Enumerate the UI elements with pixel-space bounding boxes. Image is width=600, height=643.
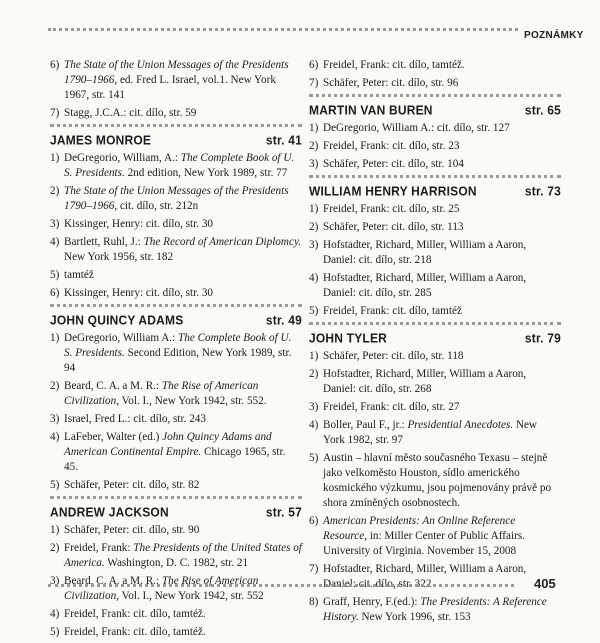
section-page-ref: str. 57 [265, 504, 302, 520]
footnote-detail: Austin – hlavní město současného Texasu – stejně jako velkoměsto Houston, sídlo amerického kosmického výzkumu, jsou pojmenovány právě po shora zmíněných osobnostech. [323, 452, 552, 509]
footnote-title: The Presidents of the United States of America. [64, 542, 302, 569]
footnote-title: John Quincy Adams and American Continental Empire. [64, 431, 272, 458]
president-section [50, 124, 302, 301]
president-section [309, 175, 561, 319]
footnote-number: 1) [309, 122, 319, 134]
footnote-number: 5) [50, 269, 60, 281]
footnote-number: 4) [50, 236, 60, 248]
footnote-detail: Freidel, Frank: cit. dílo, str. 25 [323, 203, 460, 215]
footnote [50, 217, 302, 232]
footnote-title: The Rise of American Civilization, [64, 575, 259, 602]
president-section [50, 304, 302, 493]
footnote-number: 2) [309, 140, 319, 152]
left-column [50, 58, 302, 643]
footnote-author: Freidel, Frank: [64, 542, 134, 554]
footnote-number: 4) [309, 272, 319, 284]
section-title: JOHN QUINCY ADAMS [50, 312, 184, 328]
footnote-text [64, 286, 302, 301]
footnote-text [323, 304, 561, 319]
footnote-text [64, 541, 302, 571]
section-title: MARTIN VAN BUREN [309, 102, 433, 118]
footnote-number: 7) [309, 563, 319, 575]
section-dotted-separator [50, 304, 302, 307]
president-section [309, 94, 561, 172]
footnote-detail: Second Edition, New York 1989, str. 94 [64, 347, 292, 374]
section-dotted-separator [309, 322, 561, 325]
footnote-text [323, 367, 561, 397]
running-head: POZNÁMKY [524, 30, 584, 41]
footnote-author: Graff, Henry, F.(ed.): [323, 596, 421, 608]
footnote-detail: Israel, Fred L.: cit. dílo, str. 243 [64, 413, 206, 425]
right-column [309, 58, 561, 628]
footnote-title: The Complete Book of U. S. Presidents. [64, 152, 295, 179]
president-section [309, 322, 561, 625]
footnote-text [64, 268, 302, 283]
footnote-detail: Schäfer, Peter: cit. dílo, str. 104 [323, 158, 464, 170]
section-heading [309, 330, 561, 345]
section-page-ref: str. 41 [265, 132, 302, 148]
section-heading [309, 102, 561, 117]
footnote-text [323, 220, 561, 235]
footnote-text [64, 58, 302, 103]
footnote [50, 58, 302, 103]
footnote-detail: Freidel, Frank: cit. dílo, tamtéž. [64, 626, 206, 638]
footnote-text [323, 238, 561, 268]
footnote-detail: Schäfer, Peter: cit. dílo, str. 96 [323, 77, 459, 89]
footnote [50, 184, 302, 214]
footnote [309, 304, 561, 319]
footnote [309, 76, 561, 91]
footnote-number: 2) [50, 380, 60, 392]
footnote-number: 4) [50, 608, 60, 620]
footnote [309, 238, 561, 268]
footnote-number: 3) [50, 575, 60, 587]
footnote-text [64, 331, 302, 376]
footnote-number: 7) [309, 77, 319, 89]
footnote-text [64, 625, 302, 640]
footnote-detail: Chicago 1965, str. 45. [64, 446, 286, 473]
footnote-author: Boller, Paul F., jr.: [323, 419, 408, 431]
footnote-detail: Hofstadter, Richard, Miller, William a Aaron, Daniel: cit. dílo, str. 285 [323, 272, 527, 299]
section-title: ANDREW JACKSON [50, 504, 169, 520]
footnote-text [323, 202, 561, 217]
footnote-title: The Record of American Diplomcy. [143, 236, 302, 248]
footnote [50, 478, 302, 493]
footnote-detail: tamtéž [64, 269, 94, 281]
footnote [309, 121, 561, 136]
footnote-text [64, 217, 302, 232]
footnote [50, 523, 302, 538]
footnote-detail: Freidel, Frank: cit. dílo, str. 23 [323, 140, 460, 152]
footnote-detail: Stagg, J.C.A.: cit. dílo, str. 59 [64, 107, 197, 119]
footnote-text [64, 523, 302, 538]
footnote-detail: Washington, D. C. 1982, str. 21 [104, 557, 249, 569]
footnote [50, 607, 302, 622]
footnote-text [64, 574, 302, 604]
footnote-detail: Vol. I., New York 1942, str. 552 [119, 590, 264, 602]
footnote-text [64, 106, 302, 121]
footnote-detail: , ed. Fred L. Israel, vol.1. New York 1967, str. 141 [64, 74, 276, 101]
footnote-text [323, 451, 561, 511]
footnote-detail: New York 1982, str. 97 [323, 419, 537, 446]
footnote-detail: Freidel, Frank: cit. dílo, tamtéž [323, 305, 462, 317]
section-dotted-separator [309, 175, 561, 178]
footnote-author: DeGregorio, William A.: [64, 332, 178, 344]
footnote-text [64, 379, 302, 409]
footnote [309, 157, 561, 172]
footnote-author: Beard, C. A. a M. R.: [64, 575, 162, 587]
section-page-ref: str. 79 [524, 330, 561, 346]
footnote [50, 286, 302, 301]
footnote-text [64, 478, 302, 493]
footnote-text [64, 184, 302, 214]
footnote-text [64, 235, 302, 265]
footnote-text [323, 58, 561, 73]
footnote-number: 6) [309, 59, 319, 71]
section-dotted-separator [309, 94, 561, 97]
section-dotted-separator [50, 496, 302, 499]
footnote-number: 1) [309, 350, 319, 362]
footnote-number: 7) [50, 107, 60, 119]
footnote-title: The State of the Union Messages of the Presidents 1790–1966 [64, 59, 289, 86]
footnote-number: 1) [50, 524, 60, 536]
footnote-detail: Kissinger, Henry: cit. dílo, str. 30 [64, 287, 214, 299]
footnote [309, 400, 561, 415]
footnote [50, 331, 302, 376]
footnote [309, 271, 561, 301]
footnote-number: 2) [50, 542, 60, 554]
footnote-detail: Vol. I., New York 1942, str. 552. [119, 395, 267, 407]
footnote-title: The Rise of American Civilization, [64, 380, 259, 407]
section-title: JAMES MONROE [50, 132, 152, 148]
footnote [309, 58, 561, 73]
footnote-text [323, 562, 561, 592]
footnote-detail: Schäfer, Peter: cit. dílo, str. 113 [323, 221, 464, 233]
footnote-detail: Hofstadter, Richard, Miller, William a Aaron, Daniel: cit. dílo, str. 322 [323, 563, 527, 590]
footnote-number: 6) [50, 59, 60, 71]
footnote-number: 4) [309, 419, 319, 431]
footnote-number: 2) [50, 185, 60, 197]
footnote-number: 5) [309, 452, 319, 464]
footnote-detail: Hofstadter, Richard, Miller, William a Aaron, Daniel: cit. dílo, str. 218 [323, 239, 527, 266]
footnote-detail: in: Miller Center of Public Affairs. University of Virginia. November 15, 2008 [323, 530, 525, 557]
bottom-dotted-rule [48, 584, 514, 587]
footnote [50, 574, 302, 604]
footnote-detail: DeGregorio, William A.: cit. dílo, str. 127 [323, 122, 510, 134]
footnote-author: Beard, C. A. a M. R.: [64, 380, 162, 392]
top-dotted-rule [48, 28, 518, 31]
footnote [309, 562, 561, 592]
footnote-text [64, 430, 302, 475]
footnote-text [323, 271, 561, 301]
footnote-detail: New York 1956, str. 182 [64, 251, 174, 263]
footnote-number: 1) [309, 203, 319, 215]
footnote-title: Presidential Anecdotes. [407, 419, 514, 431]
president-section [50, 496, 302, 640]
section-title: JOHN TYLER [309, 330, 388, 346]
footnote [50, 412, 302, 427]
section-dotted-separator [50, 124, 302, 127]
footnote-detail: Freidel, Frank: cit. dílo, tamtéž. [323, 59, 465, 71]
footnote [50, 106, 302, 121]
footnote-detail: Kissinger, Henry: cit. dílo, str. 30 [64, 218, 214, 230]
footnote [309, 514, 561, 559]
footnote-text [64, 151, 302, 181]
footnote-text [323, 139, 561, 154]
footnote [309, 595, 561, 625]
footnote-detail: Schäfer, Peter: cit. dílo, str. 90 [64, 524, 200, 536]
footnote-text [323, 595, 561, 625]
footnote-number: 2) [309, 368, 319, 380]
footnote [50, 151, 302, 181]
footnote-number: 2) [309, 221, 319, 233]
footnote-number: 1) [50, 332, 60, 344]
footnote [309, 451, 561, 511]
footnote-number: 4) [50, 431, 60, 443]
footnote-detail: Freidel, Frank: cit. dílo, tamtéž. [64, 608, 206, 620]
footnote [309, 202, 561, 217]
section-heading [50, 312, 302, 327]
footnote-detail: Hofstadter, Richard, Miller, William a Aaron, Daniel: cit. dílo, str. 268 [323, 368, 527, 395]
section-heading [309, 183, 561, 198]
footnote [309, 349, 561, 364]
footnote [50, 268, 302, 283]
footnote-number: 8) [309, 596, 319, 608]
section-heading [50, 504, 302, 519]
section-page-ref: str. 73 [524, 183, 561, 199]
page-number: 405 [534, 576, 556, 591]
footnote-detail: Schäfer, Peter: cit. dílo, str. 82 [64, 479, 200, 491]
footnote [309, 139, 561, 154]
section-title: WILLIAM HENRY HARRISON [309, 183, 477, 199]
footnote [50, 625, 302, 640]
footnote-number: 3) [309, 401, 319, 413]
footnote-number: 6) [50, 287, 60, 299]
footnote-text [323, 76, 561, 91]
footnote-number: 3) [309, 239, 319, 251]
footnote-detail: Schäfer, Peter: cit. dílo, str. 118 [323, 350, 464, 362]
footnote-text [323, 418, 561, 448]
footnote-text [323, 400, 561, 415]
footnote-detail: 2nd edition, New York 1989, str. 77 [124, 167, 288, 179]
footnote-title: The Complete Book of U. S. Presidents. [64, 332, 292, 359]
footnote [309, 367, 561, 397]
footnote [309, 220, 561, 235]
footnote [50, 541, 302, 571]
footnote-number: 3) [50, 413, 60, 425]
footnote-number: 1) [50, 152, 60, 164]
footnote-text [323, 349, 561, 364]
footnote-title: The Presidents: A Reference History. [323, 596, 547, 623]
footnote [50, 430, 302, 475]
footnote-text [323, 514, 561, 559]
footnote-title: American Presidents: An Online Reference Resource, [323, 515, 516, 542]
section-page-ref: str. 65 [524, 102, 561, 118]
section-heading [50, 132, 302, 147]
footnote [50, 235, 302, 265]
footnote-number: 3) [309, 158, 319, 170]
footnote-number: 5) [50, 626, 60, 638]
footnote-text [64, 607, 302, 622]
footnote-number: 5) [50, 479, 60, 491]
footnote-number: 6) [309, 515, 319, 527]
footnote [309, 418, 561, 448]
footnote-text [64, 412, 302, 427]
footnote-number: 3) [50, 218, 60, 230]
footnote-author: LaFeber, Walter (ed.) [64, 431, 163, 443]
footnote-detail: , cit. dílo, str. 212n [114, 200, 199, 212]
footnote [50, 379, 302, 409]
section-page-ref: str. 49 [265, 312, 302, 328]
footnote-author: DeGregorio, William, A.: [64, 152, 181, 164]
footnote-text [323, 157, 561, 172]
footnote-text [323, 121, 561, 136]
footnote-author: Bartlett, Ruhl, J.: [64, 236, 144, 248]
footnote-detail: New York 1996, str. 153 [358, 611, 471, 623]
footnote-detail: Freidel, Frank: cit. dílo, str. 27 [323, 401, 460, 413]
footnote-title: The State of the Union Messages of the Presidents 1790–1966 [64, 185, 289, 212]
footnote-number: 5) [309, 305, 319, 317]
